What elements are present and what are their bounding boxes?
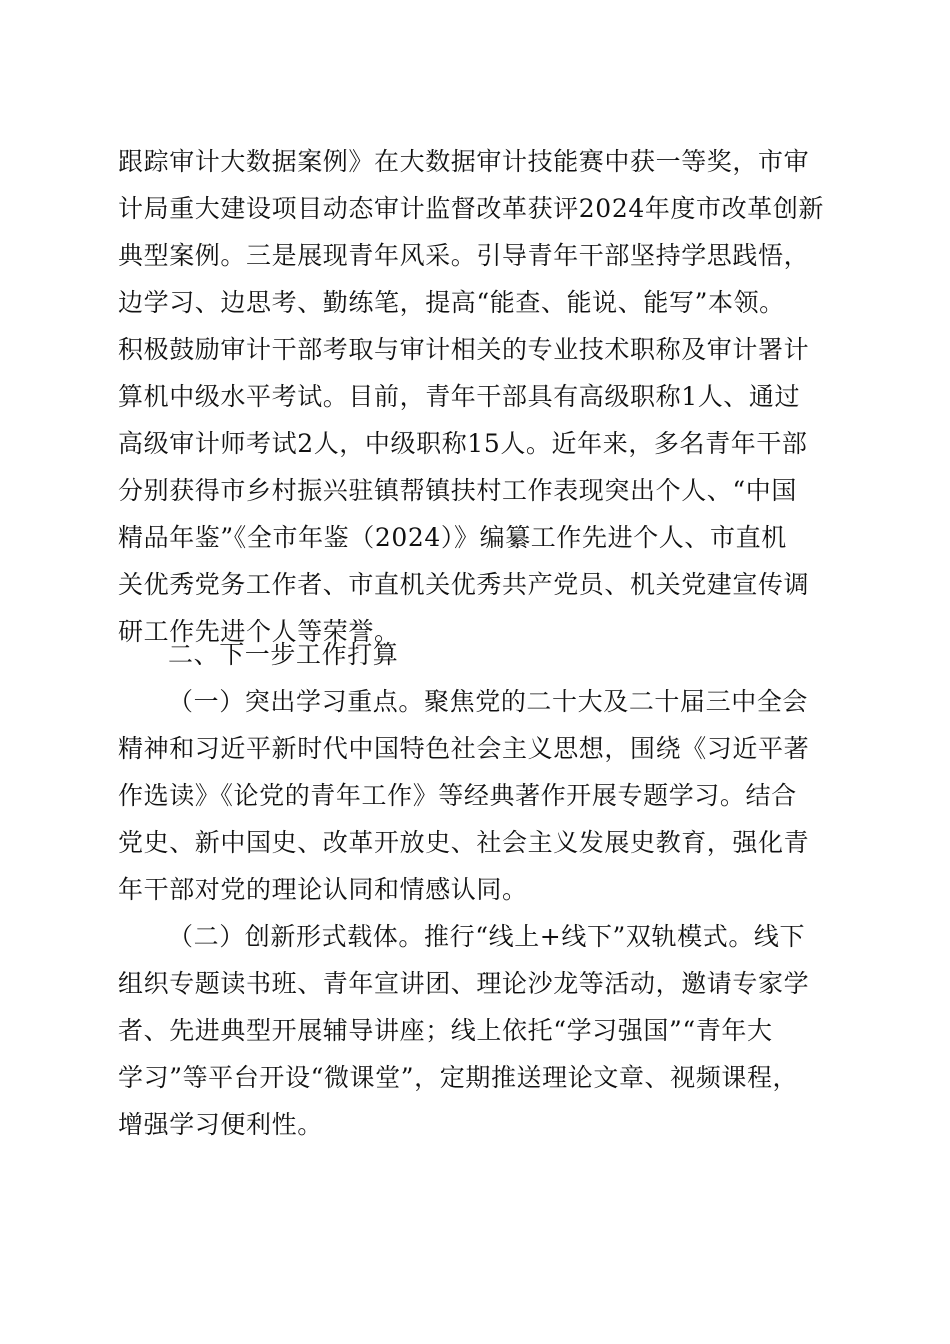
paragraph-line: 关优秀党务工作者、市直机关优秀共产党员、机关党建宣传调 (118, 570, 810, 599)
paragraph-line: 高级审计师考试2人，中级职称15人。近年来，多名青年干部 (118, 429, 808, 458)
paragraph-line: 增强学习便利性。 (118, 1110, 323, 1139)
paragraph-line: 典型案例。三是展现青年风采。引导青年干部坚持学思践悟， (118, 241, 810, 270)
paragraph-line: 精品年鉴”《全市年鉴（2024）》编纂工作先进个人、市直机 (118, 523, 787, 552)
paragraph-line: 积极鼓励审计干部考取与审计相关的专业技术职称及审计署计 (118, 335, 810, 364)
item-lead: （一）突出学习重点。 (168, 687, 425, 716)
item-text: 聚焦党的二十大及二十届三中全会 (424, 687, 809, 716)
paragraph-line: 算机中级水平考试。目前，青年干部具有高级职称1人、通过 (118, 382, 801, 411)
paragraph-line: 计局重大建设项目动态审计监督改革获评2024年度市改革创新 (118, 194, 825, 223)
paragraph-line: 跟踪审计大数据案例》在大数据审计技能赛中获一等奖，市审 (118, 147, 810, 176)
item-text: 推行“线上+线下”双轨模式。线下 (424, 922, 806, 951)
paragraph-line: 精神和习近平新时代中国特色社会主义思想，围绕《习近平著 (118, 734, 810, 763)
item-first-line (168, 684, 808, 720)
paragraph-line: 边学习、边思考、勤练笔，提高“能查、能说、能写”本领。 (118, 288, 785, 317)
paragraph-line: 年干部对党的理论认同和情感认同。 (118, 875, 528, 904)
paragraph-line: 党史、新中国史、改革开放史、社会主义发展史教育，强化青 (118, 828, 810, 857)
paragraph-line: 研工作先进个人等荣誉。 (118, 617, 400, 646)
paragraph-line: 者、先进典型开展辅导讲座；线上依托“学习强国”“青年大 (118, 1016, 773, 1045)
item-first-line (168, 919, 805, 955)
item-lead: （二）创新形式载体。 (168, 922, 425, 951)
paragraph-line: 组织专题读书班、青年宣讲团、理论沙龙等活动，邀请专家学 (118, 969, 810, 998)
paragraph-line: 学习”等平台开设“微课堂”，定期推送理论文章、视频课程， (118, 1063, 799, 1092)
paragraph-line: 作选读》《论党的青年工作》等经典著作开展专题学习。结合 (118, 781, 797, 810)
section-heading: 二、下一步工作打算 (168, 640, 399, 669)
paragraph-line: 分别获得市乡村振兴驻镇帮镇扶村工作表现突出个人、“中国 (118, 476, 797, 505)
